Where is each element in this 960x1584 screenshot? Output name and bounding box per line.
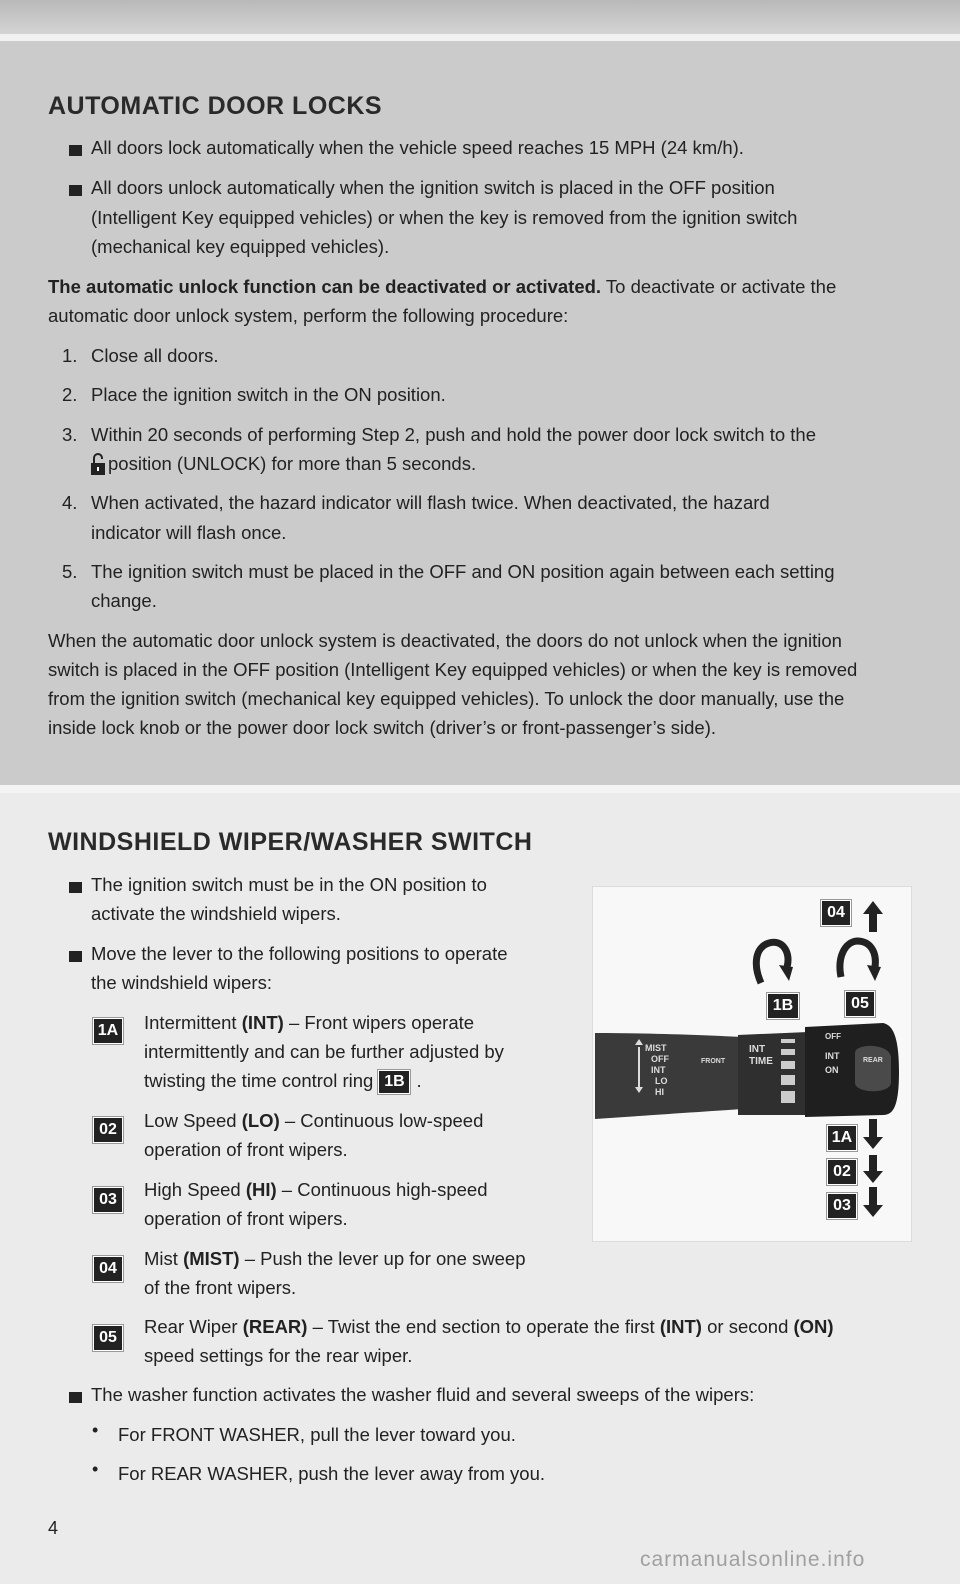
bullet-square [69,1392,82,1403]
down-arrow-icon [863,1155,883,1183]
lever-label-end-int: INT [825,1051,840,1061]
step-number: 3. [62,424,78,445]
position-badge-03: 03 [93,1187,123,1213]
wiper-lever-illustration [593,887,911,1241]
step-number: 2. [62,384,78,405]
step-number: 1. [62,345,78,366]
closing-text: When the automatic door unlock system is deactivated, the doors do not unlock when the ignition [48,630,842,651]
diagram-badge-02: 02 [827,1159,857,1185]
bullet-text: Move the lever to the following positions to operate [91,943,508,964]
section-title-wiper: WINDSHIELD WIPER/WASHER SWITCH [48,828,533,856]
position-badge-05: 05 [93,1325,123,1351]
item-label: Intermittent [144,1012,242,1033]
item-mode: (LO) [241,1110,280,1131]
item-text [144,1312,834,1342]
item-text [144,1106,483,1136]
twist-arrow-icon [840,941,875,977]
step-number: 5. [62,561,78,582]
bullet-dot: • [92,1420,99,1440]
sub-bullet-text: For REAR WASHER, push the lever away from you. [118,1463,546,1484]
step-text: Place the ignition switch in the ON position. [91,384,446,405]
intro-rest: To deactivate or activate the [601,276,837,297]
position-badge-02: 02 [93,1117,123,1143]
bullet-text: All doors unlock automatically when the ignition switch is placed in the OFF position [91,177,775,198]
top-bar [0,0,960,34]
lever-label-int: INT [651,1065,666,1075]
item-text [144,1008,474,1038]
bullet-text: the windshield wipers: [91,972,272,993]
item-text [144,1066,422,1096]
item-mode: (HI) [245,1179,277,1200]
item-mode: (ON) [793,1316,834,1337]
item-text [144,1175,488,1205]
item-label: Mist [144,1248,184,1269]
item-desc: – Twist the end section to operate the first [307,1316,660,1337]
position-badge-1a: 1A [93,1018,123,1044]
item-desc: . [416,1070,422,1091]
closing-text: switch is placed in the OFF position (Intelligent Key equipped vehicles) or when the key is removed [48,659,858,680]
item-desc: – Front wipers operate [283,1012,475,1033]
bullet-square [69,145,82,156]
bullet-text: The ignition switch must be in the ON position to [91,874,487,895]
step-text: When activated, the hazard indicator will flash twice. When deactivated, the hazard [91,492,770,513]
section-divider [0,785,960,793]
svg-text:TIME: TIME [749,1056,773,1067]
item-desc: – Push the lever up for one sweep [239,1248,526,1269]
bullet-text: activate the windshield wipers. [91,903,341,924]
bold-lead: The automatic unlock function can be deactivated or activated. [48,276,602,297]
lever-label-off: OFF [651,1054,669,1064]
lever-label-int-time: INT [749,1044,766,1055]
bullet-dot: • [92,1459,99,1479]
diagram-badge-04: 04 [821,900,851,926]
down-arrow-icon [863,1119,883,1149]
item-desc: or second [701,1316,794,1337]
down-arrow-icon [863,1187,883,1217]
item-label: High Speed [144,1179,246,1200]
step-text: change. [91,590,157,611]
section-title-door-locks: AUTOMATIC DOOR LOCKS [48,92,383,120]
intro-paragraph-line: automatic door unlock system, perform the following procedure: [48,305,569,326]
closing-text: inside lock knob or the power door lock switch (driver’s or front-passenger’s side). [48,717,717,738]
item-desc: – Continuous high-speed [276,1179,488,1200]
lever-label-end-on: ON [825,1065,839,1075]
diagram-badge-03: 03 [827,1193,857,1219]
diagram-badge-1b: 1B [767,993,799,1019]
bullet-square [69,951,82,962]
bullet-square [69,882,82,893]
top-line [0,34,960,41]
item-text: intermittently and can be further adjusted by [144,1041,504,1062]
bullet-square [69,185,82,196]
step-number: 4. [62,492,78,513]
step-text: position (UNLOCK) for more than 5 seconds. [108,453,477,474]
item-mode: (INT) [241,1012,284,1033]
lever-label-lo: LO [655,1076,668,1086]
bullet-text: (mechanical key equipped vehicles). [91,236,390,257]
item-mode: (REAR) [242,1316,308,1337]
item-text: operation of front wipers. [144,1139,348,1160]
closing-text: from the ignition switch (mechanical key equipped vehicles). To unlock the door manually, use the [48,688,845,709]
bullet-text: (Intelligent Key equipped vehicles) or when the key is removed from the ignition switch [91,207,798,228]
item-label: Low Speed [144,1110,242,1131]
item-desc: twisting the time control ring [144,1070,379,1091]
bullet-text: The washer function activates the washer fluid and several sweeps of the wipers: [91,1384,755,1405]
diagram-badge-05: 05 [845,991,875,1017]
watermark: carmanualsonline.info [640,1548,866,1571]
item-mode: (MIST) [183,1248,240,1269]
lever-label-mist: MIST [645,1043,667,1053]
up-arrow-icon [863,901,883,932]
item-text: operation of front wipers. [144,1208,348,1229]
item-desc: – Continuous low-speed [279,1110,484,1131]
unlock-icon [90,452,106,476]
sub-bullet-text: For FRONT WASHER, pull the lever toward you. [118,1424,516,1445]
lever-label-hi: HI [655,1087,664,1097]
diagram-badge-1a: 1A [827,1125,857,1151]
position-badge-04: 04 [93,1256,123,1282]
step-text: Close all doors. [91,345,219,366]
item-text: of the front wipers. [144,1277,297,1298]
item-text: speed settings for the rear wiper. [144,1345,413,1366]
page-number: 4 [48,1518,59,1538]
item-label: Rear Wiper [144,1316,243,1337]
wiper-lever-diagram [592,886,912,1242]
item-text [144,1244,525,1274]
bullet-text: All doors lock automatically when the vehicle speed reaches 15 MPH (24 km/h). [91,137,744,158]
step-text: Within 20 seconds of performing Step 2, push and hold the power door lock switch to the [91,424,816,445]
intro-paragraph [48,272,836,302]
lever-label-end-off: OFF [825,1032,841,1041]
step-text: indicator will flash once. [91,522,287,543]
step-text: The ignition switch must be placed in the OFF and ON position again between each setting [91,561,835,582]
lever-label-rear: REAR [863,1057,883,1064]
lever-label-front: FRONT [701,1058,726,1065]
item-mode: (INT) [659,1316,702,1337]
twist-arrow-icon [756,942,788,983]
position-badge-1b: 1B [378,1070,410,1094]
